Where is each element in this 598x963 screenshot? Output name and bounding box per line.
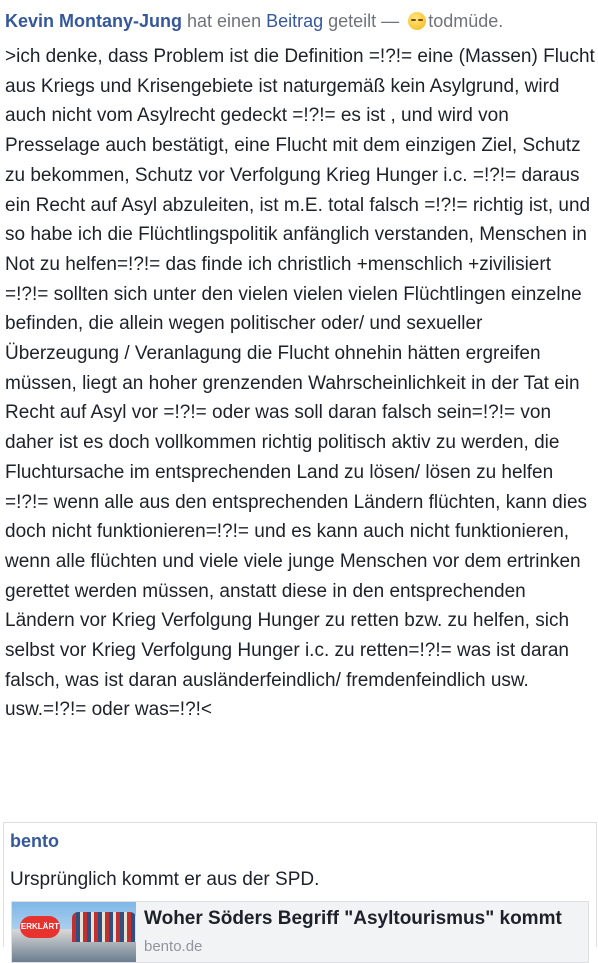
link-preview-thumbnail	[12, 902, 136, 962]
link-preview-card[interactable]	[11, 901, 589, 963]
author-name-link[interactable]: Kevin Montany-Jung	[5, 11, 183, 31]
post-body-text: >ich denke, dass Problem ist die Definition =!?!= eine (Massen) Flucht aus Kriegs und Krisengebiete ist naturgemäß kein Asylgrund, wird auch nicht vom Asylrecht gedeckt =!?!= es ist , und wird von Presselage auch bestätigt, eine Flucht mit dem einzigen Ziel, Schutz zu bekommen, Schutz vor Verfolgung Krieg Hunger i.c. =!?!= daraus ein Recht auf Asyl abzuleiten, ist m.E. total falsch =!?!= richtig ist, und so habe ich die Flüchtlingspolitik anfänglich verstanden, Menschen in Not zu helfen=!?!= das finde ich christlich +menschlich +zivilisiert =!?!= sollten sich unter den vielen vielen vielen Flüchtlingen einzelne befinden, die allein wegen politischer oder/ und sexueller Überzeugung / Veranlagung die Flucht ohnehin hätten ergreifen müssen, liegt an hoher grenzenden Wahrscheinlichkeit in der Tat ein Recht auf Asyl vor =!?!= oder was soll daran falsch sein=!?!= von daher ist es doch vollkommen richtig politisch aktiv zu werden, die Fluchtursache im entsprechenden Land zu lösen/ lösen zu helfen =!?!= wenn alle aus den entsprechenden Ländern flüchten, kann dies doch nicht funktionieren=!?!= und es kann auch nicht funktionieren, wenn alle flüchten und viele viele junge Menschen vor dem ertrinken gerettet werden müssen, anstatt diese in den entsprechenden Ländern vor Krieg Verfolgung Hunger zu retten bzw. zu helfen, sich selbst vor Krieg Verfolgung Hunger i.c. zu retten=!?!= was ist daran falsch, was ist daran ausländerfeindlich/ fremdenfeindlich usw. usw.=!?!= oder was=!?!<	[5, 46, 595, 721]
post-link[interactable]: Beitrag	[266, 11, 324, 31]
feeling-text: todmüde.	[428, 11, 504, 31]
boat-image	[72, 912, 136, 942]
shared-post	[3, 822, 597, 955]
shared-source-link[interactable]: bento	[10, 831, 59, 851]
sleepy-face-emoji-icon	[408, 12, 426, 30]
post-header	[5, 8, 595, 34]
shared-post-text: Ursprünglich kommt er aus der SPD.	[10, 869, 320, 890]
link-preview-title[interactable]: Woher Söders Begriff "Asyltourismus" kommt	[144, 908, 562, 929]
erklaert-badge: ERKLÄRT	[20, 916, 60, 938]
action-text-before: hat einen	[182, 11, 267, 31]
action-text-after: geteilt —	[323, 11, 405, 31]
link-preview-domain: bento.de	[144, 938, 203, 955]
